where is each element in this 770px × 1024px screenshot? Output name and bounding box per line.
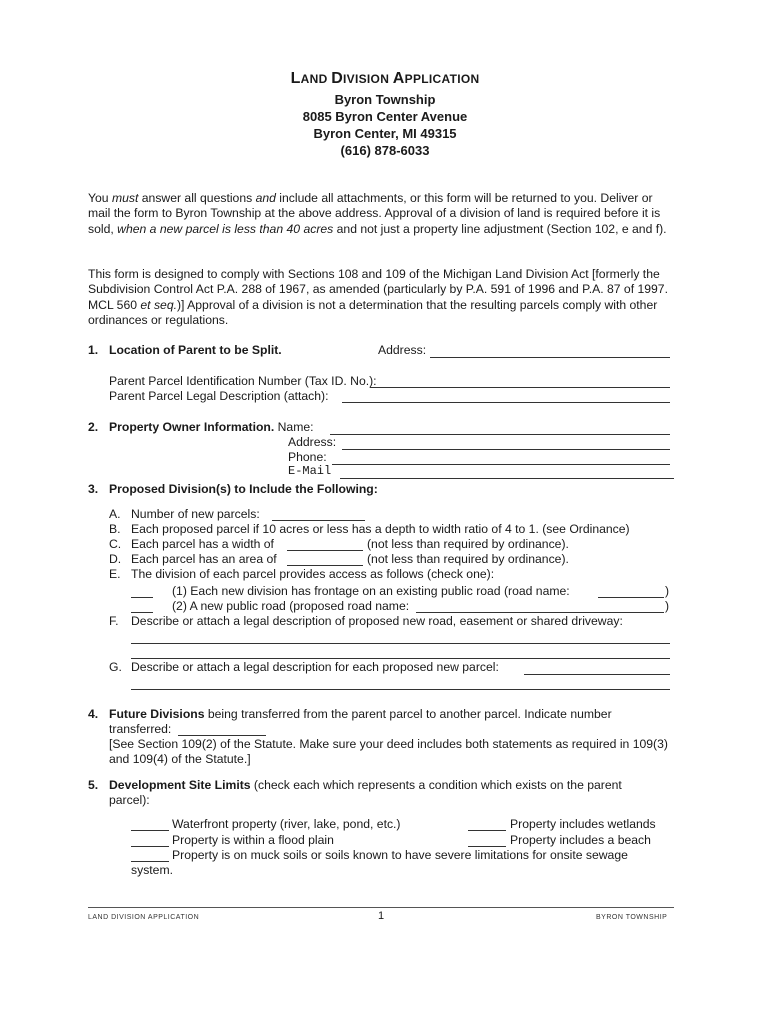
item-c-letter: C. bbox=[109, 537, 122, 551]
township-street: 8085 Byron Center Avenue bbox=[302, 109, 468, 124]
item-a-text: Number of new parcels: bbox=[131, 507, 260, 521]
beach-checkbox[interactable] bbox=[468, 846, 506, 847]
parcel-description-field-1[interactable] bbox=[524, 674, 670, 675]
floodplain-label: Property is within a flood plain bbox=[172, 833, 334, 847]
document-title: LAND DIVISION APPLICATION bbox=[290, 70, 480, 87]
section-3-number: 3. bbox=[88, 482, 99, 496]
item-f-text: Describe or attach a legal description of proposed new road, easement or shared driveway: bbox=[131, 614, 623, 628]
wetlands-label: Property includes wetlands bbox=[510, 817, 656, 831]
beach-label: Property includes a beach bbox=[510, 833, 651, 847]
legal-description-label: Parent Parcel Legal Description (attach): bbox=[109, 389, 329, 403]
section-4-note: [See Section 109(2) of the Statute. Make sure your deed includes both statements as required in 109(3) and 109(4) of the Statute.] bbox=[109, 737, 668, 767]
new-road-checkbox[interactable] bbox=[131, 612, 153, 613]
owner-address-field[interactable] bbox=[342, 449, 670, 450]
footer-rule bbox=[88, 907, 674, 908]
item-e-text: The division of each parcel provides access as follows (check one): bbox=[131, 567, 495, 581]
parcel-width-field[interactable] bbox=[287, 550, 363, 551]
legal-description-field[interactable] bbox=[342, 402, 670, 403]
floodplain-checkbox[interactable] bbox=[131, 846, 169, 847]
item-d-text-2: (not less than required by ordinance). bbox=[367, 552, 569, 566]
parent-address-field[interactable] bbox=[430, 357, 670, 358]
item-c-text-2: (not less than required by ordinance). bbox=[367, 537, 569, 551]
road-description-field-2[interactable] bbox=[131, 658, 670, 659]
footer-left: LAND DIVISION APPLICATION bbox=[88, 914, 200, 921]
owner-phone-label: Phone: bbox=[288, 450, 327, 464]
road-description-field-1[interactable] bbox=[131, 643, 670, 644]
item-b-text: Each proposed parcel if 10 acres or less has a depth to width ratio of 4 to 1. (see Ordinance) bbox=[131, 522, 630, 536]
section-3-heading: Proposed Division(s) to Include the Following: bbox=[109, 482, 378, 496]
existing-road-checkbox[interactable] bbox=[131, 597, 153, 598]
waterfront-checkbox[interactable] bbox=[131, 830, 169, 831]
parcel-description-field-2[interactable] bbox=[131, 689, 670, 690]
new-parcels-count-field[interactable] bbox=[272, 520, 365, 521]
item-e2-paren: ) bbox=[665, 599, 670, 613]
parent-address-label: Address: bbox=[378, 343, 427, 357]
transferred-count-field[interactable] bbox=[178, 735, 266, 736]
section-2-heading-line: Property Owner Information. Name: bbox=[109, 420, 314, 434]
item-g-text: Describe or attach a legal description for each proposed new parcel: bbox=[131, 660, 499, 674]
owner-email-label: E-Mail bbox=[288, 464, 332, 478]
waterfront-label: Waterfront property (river, lake, pond, etc.) bbox=[172, 817, 401, 831]
section-4-text: Future Divisions being transferred from the parent parcel to another parcel. Indicate number bbox=[109, 707, 612, 721]
existing-road-name-field[interactable] bbox=[598, 597, 664, 598]
muck-soils-checkbox[interactable] bbox=[131, 861, 169, 862]
muck-soils-label: Property is on muck soils or soils known to have severe limitations for onsite sewage bbox=[172, 848, 628, 862]
section-5-text: Development Site Limits (check each which represents a condition which exists on the parent bbox=[109, 778, 622, 792]
item-f-letter: F. bbox=[109, 614, 119, 628]
intro-paragraph-1: You must answer all questions and include all attachments, or this form will be returned to you. Deliver or mail the form to Byron Township at the above address. Approval of a division of land is required before it is sold, when a new parcel is less than 40 acres and not just a property line adjustment (Section 102, e and f). bbox=[88, 191, 667, 236]
owner-address-label: Address: bbox=[288, 435, 337, 449]
section-1-heading: Location of Parent to be Split. bbox=[109, 343, 282, 357]
section-1-number: 1. bbox=[88, 343, 99, 357]
item-d-letter: D. bbox=[109, 552, 122, 566]
section-4-transferred-label: transferred: bbox=[109, 722, 172, 736]
owner-name-field[interactable] bbox=[330, 434, 670, 435]
owner-phone-field[interactable] bbox=[332, 464, 670, 465]
township-city: Byron Center, MI 49315 bbox=[313, 126, 457, 141]
footer-page-number: 1 bbox=[378, 910, 385, 922]
muck-soils-label-cont: system. bbox=[131, 863, 173, 877]
item-e2-text: (2) A new public road (proposed road name: bbox=[172, 599, 410, 613]
item-e-letter: E. bbox=[109, 567, 121, 581]
parcel-area-field[interactable] bbox=[287, 565, 363, 566]
item-d-text-1: Each parcel has an area of bbox=[131, 552, 277, 566]
township-name: Byron Township bbox=[334, 92, 436, 107]
item-e1-text: (1) Each new division has frontage on an existing public road (road name: bbox=[172, 584, 570, 598]
wetlands-checkbox[interactable] bbox=[468, 830, 506, 831]
parcel-id-label: Parent Parcel Identification Number (Tax ID. No.): bbox=[109, 374, 377, 388]
item-b-letter: B. bbox=[109, 522, 121, 536]
item-e1-paren: ) bbox=[665, 584, 670, 598]
item-g-letter: G. bbox=[109, 660, 122, 674]
item-a-letter: A. bbox=[109, 507, 121, 521]
intro-paragraph-2: This form is designed to comply with Sections 108 and 109 of the Michigan Land Division Act [formerly the Subdivision Control Act P.A. 288 of 1967, as amended (particularly by P.A. 591 of 1996 and P.A. 87 of 1997. MCL 560 et seq.)] Approval of a division is not a determination that the resulting parcels comply with other ordinances or regulations. bbox=[88, 267, 668, 328]
section-5-parcel-label: parcel): bbox=[109, 793, 150, 807]
footer-right: BYRON TOWNSHIP bbox=[596, 914, 668, 921]
section-5-number: 5. bbox=[88, 778, 99, 792]
owner-email-field[interactable] bbox=[340, 478, 674, 479]
proposed-road-name-field[interactable] bbox=[416, 612, 664, 613]
township-phone: (616) 878-6033 bbox=[340, 143, 430, 158]
section-4-number: 4. bbox=[88, 707, 99, 721]
section-2-number: 2. bbox=[88, 420, 99, 434]
parcel-id-field[interactable] bbox=[370, 387, 670, 388]
item-c-text-1: Each parcel has a width of bbox=[131, 537, 274, 551]
